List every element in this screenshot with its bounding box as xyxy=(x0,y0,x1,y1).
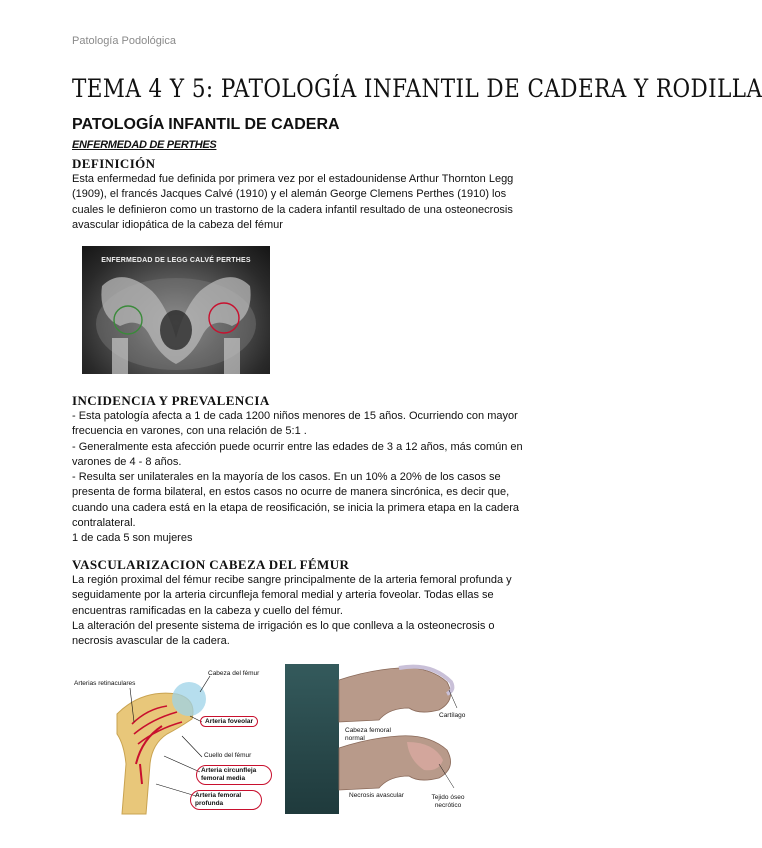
label-arteria-circunfleja: Arteria circunfleja femoral media xyxy=(196,765,272,785)
decorative-bar xyxy=(285,664,339,814)
vascularizacion-text-2: La alteración del presente sistema de irrigación es lo que conlleva a la osteonecrosis o necrosis avascular de la cadera. xyxy=(72,619,495,648)
section-title: PATOLOGÍA INFANTIL DE CADERA xyxy=(72,116,340,133)
incidencia-line-4: 1 de cada 5 son mujeres xyxy=(72,532,193,545)
incidencia-paragraph xyxy=(72,409,534,547)
incidencia-line-1: - Esta patología afecta a 1 de cada 1200 niños menores de 15 años. Ocurriendo con mayor frecuencia en varones, con una relación de 5:1 . xyxy=(72,410,518,438)
femur-vascular-diagram xyxy=(72,664,285,814)
label-cabeza-femoral-normal: Cabeza femoral normal xyxy=(345,727,391,742)
vascularizacion-heading: VASCULARIZACION CABEZA DEL FÉMUR xyxy=(72,557,350,572)
label-cuello-femur: Cuello del fémur xyxy=(204,752,252,759)
label-arteria-femoral-profunda: Arteria femoral profunda xyxy=(190,790,262,810)
page-header: Patología Podológica xyxy=(72,35,176,47)
definicion-heading: DEFINICIÓN xyxy=(72,156,156,171)
label-arteria-foveolar: Arteria foveolar xyxy=(200,716,258,727)
incidencia-line-3: - Resulta ser unilaterales en la mayoría de los casos. En un 10% a 20% de los casos se presenta de forma bilateral, en estos casos no ocurre de manera sincrónica, es decir que, cuando una cadera está en la etapa de reosificación, se inicia la primera etapa en la cadera contralateral. xyxy=(72,471,520,530)
label-cartilago: Cartílago xyxy=(439,712,466,719)
necrosis-diagram xyxy=(339,660,479,815)
subsection-title: ENFERMEDAD DE PERTHES xyxy=(72,139,217,151)
pelvis-xray-graphic xyxy=(82,246,270,374)
label-tejido-oseo: Tejido óseo necrótico xyxy=(431,794,465,809)
xray-image xyxy=(82,246,270,374)
label-necrosis-avascular: Necrosis avascular xyxy=(349,792,404,799)
definicion-text: Esta enfermedad fue definida por primera vez por el estadounidense Arthur Thornton Legg (1909), el francés Jacques Calvé (1910) y el alemán George Clemens Perthes (1910) los cuales le definieron como un trastorno de la cadera infantil resultado de una osteonecrosis avascular idiopática de la cabeza del fémur xyxy=(72,173,514,231)
label-retinaculares: Arterias retinaculares xyxy=(74,680,136,687)
incidencia-line-2: - Generalmente esta afección puede ocurrir entre las edades de 3 a 12 años, más común en varones de 4 - 8 años. xyxy=(72,440,523,468)
vascularizacion-paragraph xyxy=(72,573,534,649)
definicion-paragraph xyxy=(72,172,534,233)
vascularizacion-text-1: La región proximal del fémur recibe sangre principalmente de la arteria femoral profunda y seguidamente por la arteria circunfleja femoral medial y arteria foveolar. Todas ellas se encuentras ramificadas en la cabeza y cuello del fémur. xyxy=(72,574,512,617)
xray-label: ENFERMEDAD DE LEGG CALVÉ PERTHES xyxy=(101,257,251,264)
incidencia-heading: INCIDENCIA Y PREVALENCIA xyxy=(72,393,270,408)
page-title: TEMA 4 Y 5: PATOLOGÍA INFANTIL DE CADERA Y RODILLA xyxy=(72,74,762,103)
label-cabeza-femur: Cabeza del fémur xyxy=(208,670,260,677)
